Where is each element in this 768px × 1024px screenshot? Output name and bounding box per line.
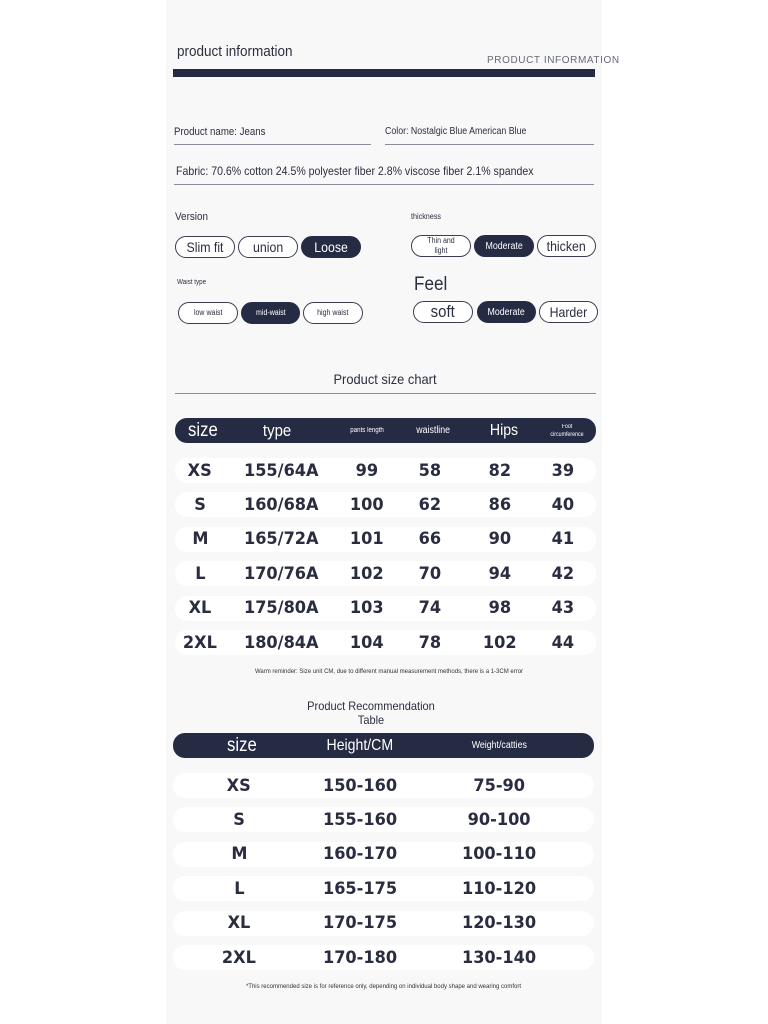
feel-label: Feel xyxy=(414,274,448,295)
section-title: product information xyxy=(177,43,293,60)
recommendation-cell: 150-160 xyxy=(322,775,398,796)
recommendation-cell: 130-140 xyxy=(461,947,537,968)
size-cell: 160/68A xyxy=(243,494,319,515)
size-row xyxy=(175,458,596,483)
size-cell: 43 xyxy=(551,598,575,619)
recommendation-cell: 160-170 xyxy=(322,844,398,865)
product-fabric: Fabric: 70.6% cotton 24.5% polyester fiber 2.8% viscose fiber 2.1% spandex xyxy=(176,164,534,178)
rec-header-size: size xyxy=(227,734,257,756)
size-cell: 90 xyxy=(488,529,512,550)
rec-header-height: Height/CM xyxy=(326,736,394,754)
waist-option-mid: mid-waist xyxy=(241,302,300,324)
size-cell: 58 xyxy=(418,460,442,481)
size-cell: 44 xyxy=(551,632,575,653)
header-size: size xyxy=(188,419,218,441)
size-cell: 103 xyxy=(350,598,384,619)
recommendation-row xyxy=(173,773,594,798)
size-cell: 82 xyxy=(488,460,512,481)
recommendation-note: *This recommended size is for reference only, depending on individual body shape and wearing comfort xyxy=(245,984,522,990)
thickness-option-moderate: Moderate xyxy=(474,235,534,257)
size-cell: 41 xyxy=(551,529,575,550)
waist-option-low: low waist xyxy=(178,302,238,324)
recommendation-cell: 170-175 xyxy=(322,913,398,934)
size-row xyxy=(175,492,596,517)
size-cell: M xyxy=(191,529,209,550)
size-cell: 170/76A xyxy=(243,563,319,584)
recommendation-cell: 75-90 xyxy=(473,775,525,796)
product-name: Product name: Jeans xyxy=(174,126,266,138)
size-cell: 99 xyxy=(355,460,379,481)
size-cell: 39 xyxy=(551,460,575,481)
version-option-slim-fit: Slim fit xyxy=(175,236,235,258)
recommendation-cell: M xyxy=(230,844,248,865)
recommendation-cell: 100-110 xyxy=(461,844,537,865)
header-foot-circumference: Foot circumference xyxy=(550,423,584,438)
thickness-option-thin: Thin and light xyxy=(411,235,471,257)
size-cell: 94 xyxy=(488,563,512,584)
recommendation-title: Product Recommendation Table xyxy=(307,699,435,727)
size-cell: 40 xyxy=(551,494,575,515)
title-bar xyxy=(173,69,595,77)
size-cell: 155/64A xyxy=(243,460,319,481)
size-cell: XL xyxy=(188,598,212,619)
recommendation-cell: 90-100 xyxy=(467,809,531,830)
size-cell: 74 xyxy=(418,598,442,619)
recommendation-cell: 170-180 xyxy=(322,947,398,968)
size-row xyxy=(175,596,596,621)
recommendation-cell: XL xyxy=(227,913,251,934)
waist-option-high: high waist xyxy=(303,302,363,324)
size-chart-note: Warm reminder: Size unit CM, due to different manual measurement methods, there is a 1-3CM error xyxy=(254,669,524,675)
recommendation-cell: S xyxy=(233,809,245,830)
size-chart-title: Product size chart xyxy=(333,371,437,387)
feel-option-harder: Harder xyxy=(539,301,598,323)
size-cell: 165/72A xyxy=(243,529,319,550)
size-cell: S xyxy=(194,494,206,515)
size-cell: 101 xyxy=(350,529,384,550)
feel-option-moderate: Moderate xyxy=(477,301,536,323)
divider xyxy=(175,393,596,394)
section-subtitle: PRODUCT INFORMATION xyxy=(487,55,620,66)
recommendation-row xyxy=(173,945,594,970)
waist-label: Waist type xyxy=(177,279,207,286)
header-hips: Hips xyxy=(489,421,519,439)
product-color: Color: Nostalgic Blue American Blue xyxy=(385,126,527,137)
thickness-option-thicken: thicken xyxy=(537,235,596,257)
size-cell: 100 xyxy=(350,494,384,515)
version-label: Version xyxy=(175,211,209,223)
recommendation-cell: 2XL xyxy=(222,947,256,968)
size-cell: 62 xyxy=(418,494,442,515)
recommendation-cell: 165-175 xyxy=(322,878,398,899)
header-type: type xyxy=(262,420,292,440)
size-cell: 70 xyxy=(418,563,442,584)
recommendation-row xyxy=(173,807,594,832)
version-option-loose: Loose xyxy=(301,236,361,258)
version-option-union: union xyxy=(238,236,298,258)
size-chart-header xyxy=(175,418,596,443)
recommendation-cell: L xyxy=(233,878,245,899)
header-waistline: waistline xyxy=(416,425,450,436)
size-cell: 98 xyxy=(488,598,512,619)
divider xyxy=(385,144,594,145)
size-cell: 86 xyxy=(488,494,512,515)
size-cell: 66 xyxy=(418,529,442,550)
size-cell: L xyxy=(194,563,206,584)
recommendation-cell: 120-130 xyxy=(461,913,537,934)
size-cell: 175/80A xyxy=(243,598,319,619)
recommendation-cell: 110-120 xyxy=(461,878,537,899)
size-cell: 102 xyxy=(483,632,517,653)
recommendation-row xyxy=(173,842,594,867)
recommendation-row xyxy=(173,911,594,936)
size-row xyxy=(175,630,596,655)
size-cell: 2XL xyxy=(183,632,217,653)
size-row xyxy=(175,561,596,586)
size-row xyxy=(175,527,596,552)
recommendation-row xyxy=(173,876,594,901)
recommendation-header xyxy=(173,733,594,758)
divider xyxy=(174,184,594,185)
size-cell: 102 xyxy=(350,563,384,584)
size-cell: 42 xyxy=(551,563,575,584)
recommendation-cell: XS xyxy=(226,775,252,796)
size-cell: 180/84A xyxy=(243,632,319,653)
thickness-label: thickness xyxy=(411,212,442,221)
header-pants-length: pants length xyxy=(350,427,384,434)
size-cell: 104 xyxy=(350,632,384,653)
feel-option-soft: soft xyxy=(413,301,473,323)
size-cell: XS xyxy=(187,460,213,481)
rec-header-weight: Weight/catties xyxy=(471,740,527,751)
size-cell: 78 xyxy=(418,632,442,653)
recommendation-cell: 155-160 xyxy=(322,809,398,830)
divider xyxy=(174,144,371,145)
